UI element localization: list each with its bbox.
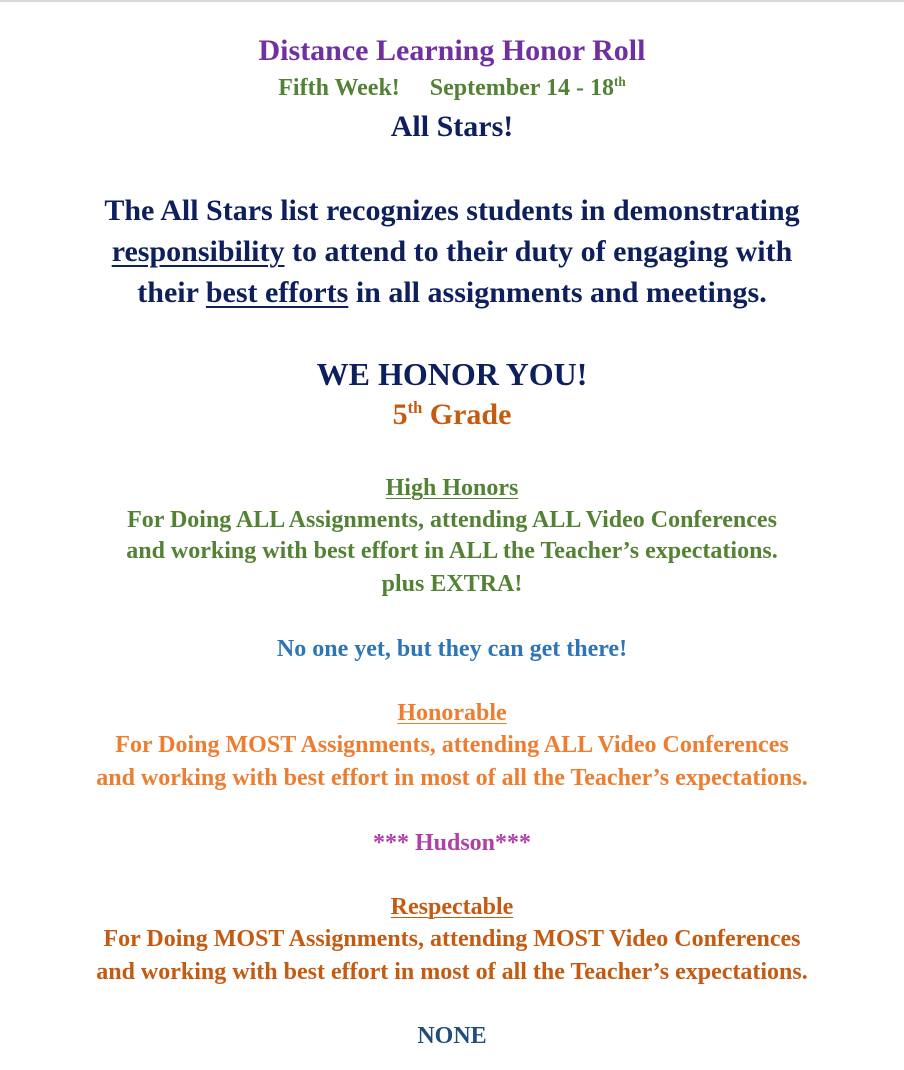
grade-heading: 5th Grade [392, 398, 512, 431]
intro-line-2: responsibility to attend to their duty of engaging with [111, 235, 793, 268]
week-dates-suffix: th [614, 74, 626, 89]
week-subtitle [0, 75, 904, 102]
intro-line-3: their best efforts in all assignments and meetings. [137, 276, 767, 309]
honorable-description-2: and working with best effort in most of all the Teacher’s expectations. [96, 765, 808, 791]
respectable-heading: Respectable [390, 894, 514, 920]
best-efforts-emphasis: best efforts [205, 276, 349, 309]
honorable-heading: Honorable [397, 700, 507, 726]
all-stars-heading: All Stars! [390, 110, 514, 143]
intro-line-1: The All Stars list recognizes students in demonstrating [104, 194, 800, 227]
high-honors-description-1: For Doing ALL Assignments, attending ALL Video Conferences [127, 507, 777, 533]
week-dates: September 14 - 18 [429, 75, 614, 101]
honorable-students: *** Hudson*** [372, 830, 532, 856]
high-honors-description-2: and working with best effort in ALL the Teacher’s expectations. [126, 538, 778, 564]
week-label: Fifth Week! [278, 75, 400, 101]
page-title: Distance Learning Honor Roll [258, 34, 646, 67]
honorable-description-1: For Doing MOST Assignments, attending ALL Video Conferences [115, 732, 789, 758]
respectable-description-2: and working with best effort in most of all the Teacher’s expectations. [96, 959, 808, 985]
we-honor-you-heading: WE HONOR YOU! [316, 356, 588, 392]
high-honors-description-3: plus EXTRA! [381, 571, 523, 597]
responsibility-emphasis: responsibility [111, 235, 285, 268]
respectable-students: NONE [417, 1023, 487, 1049]
high-honors-heading: High Honors [385, 475, 519, 501]
high-honors-students: No one yet, but they can get there! [276, 636, 628, 662]
respectable-description-1: For Doing MOST Assignments, attending MOST Video Conferences [103, 926, 801, 952]
top-border [0, 0, 904, 2]
